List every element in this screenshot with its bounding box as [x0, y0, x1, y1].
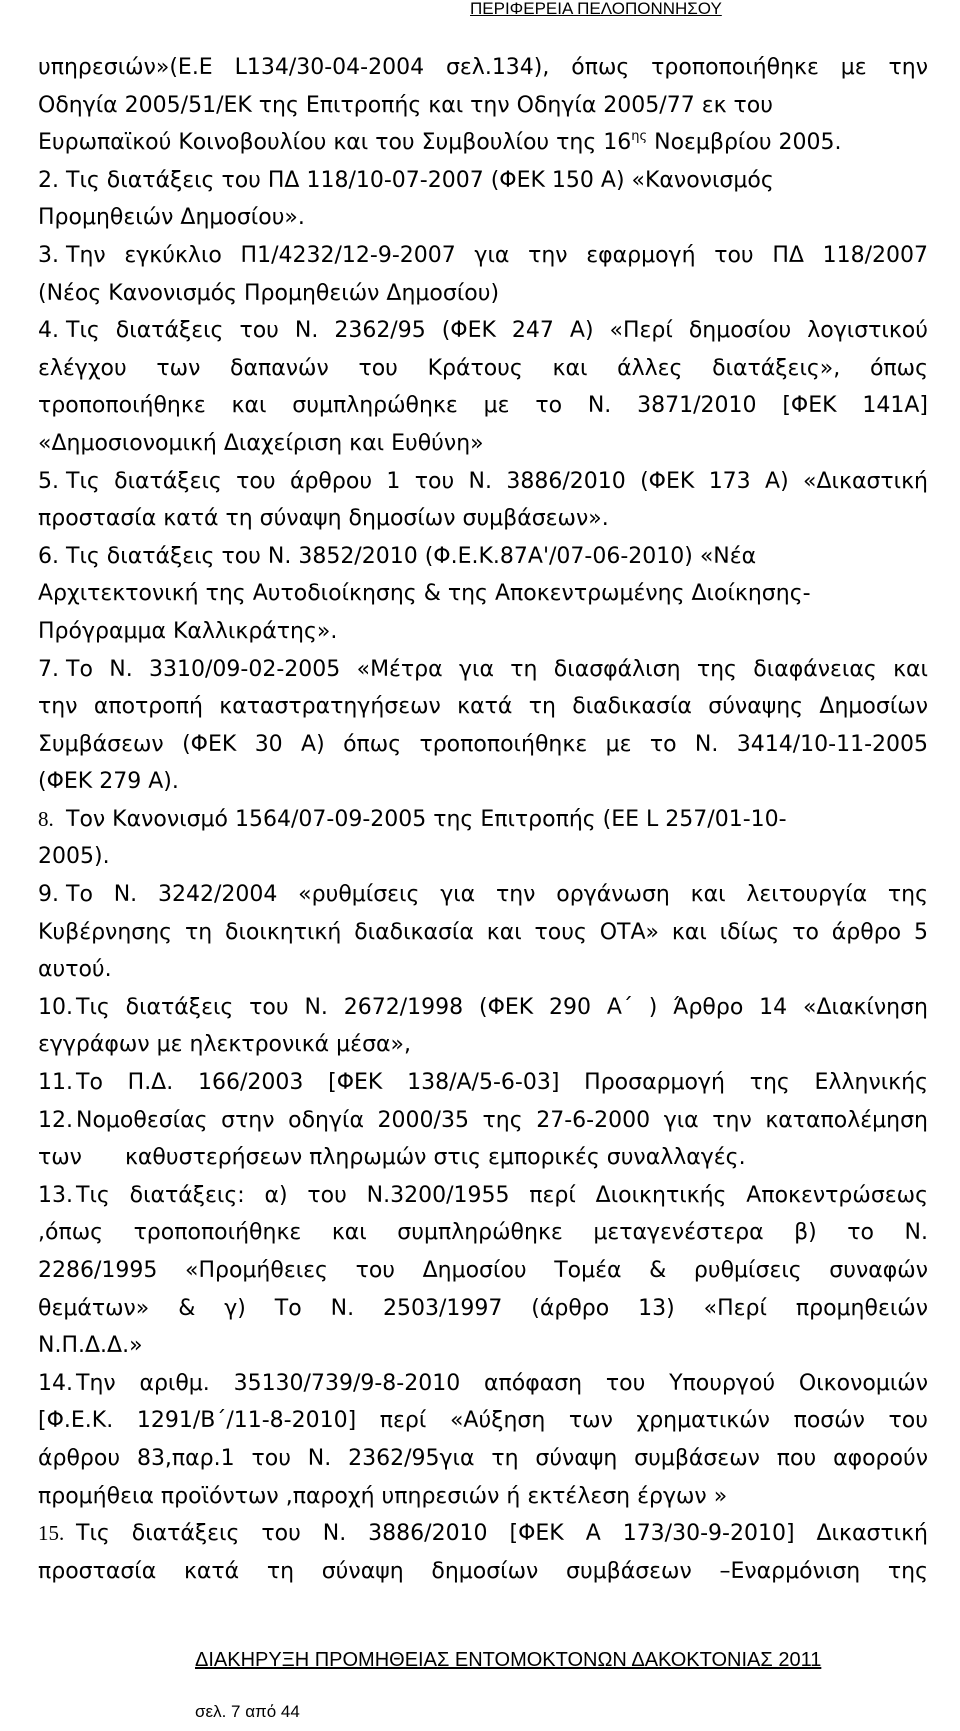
- list-item-9-line-2: [0, 914, 960, 952]
- list-item-7-line-2: [0, 688, 960, 726]
- list-item-6: [0, 538, 960, 576]
- line-text: θεμάτων» & γ) Το Ν. 2503/1997 (άρθρο 13) «Περί προμηθειών: [38, 1295, 928, 1321]
- list-item-13-line-3: [0, 1252, 960, 1290]
- list-item-13: [0, 1177, 960, 1215]
- item-number: 9.: [38, 882, 59, 908]
- list-item-14: [0, 1365, 960, 1403]
- item-number: 8.: [38, 806, 54, 831]
- list-item-10: [0, 989, 960, 1027]
- line-text: Κυβέρνησης τη διοικητική διαδικασία και τους ΟΤΑ» και ιδίως το άρθρο 5: [38, 919, 928, 945]
- list-item-15: [0, 1515, 960, 1553]
- intro-line-3: [0, 124, 960, 162]
- line-text: την αποτροπή καταστρατηγήσεων κατά τη διαδικασία σύναψης Δημοσίων: [38, 694, 928, 720]
- list-item-4-line-2: [0, 350, 960, 388]
- line-text: Τις διατάξεις του Ν. 2672/1998 (ΦΕΚ 290 Α΄ ) Άρθρο 14 «Διακίνηση: [76, 994, 928, 1020]
- line-text: προστασία κατά τη σύναψη δημοσίων συμβάσεων».: [38, 506, 609, 532]
- list-item-3-line-2: [0, 275, 960, 313]
- line-text: Τις διατάξεις του Ν. 2362/95 (ΦΕΚ 247 Α) «Περί δημοσίου λογιστικού: [66, 318, 928, 344]
- line-text: άρθρου 83,παρ.1 του Ν. 2362/95για τη σύναψη συμβάσεων που αφορούν: [38, 1445, 928, 1471]
- intro-line-2: [0, 87, 960, 125]
- line-text: Την εγκύκλιο Π1/4232/12-9-2007 για την εφαρμογή του ΠΔ 118/2007: [66, 242, 928, 268]
- item-number: 7.: [38, 656, 59, 682]
- page-number: σελ. 7 από 44: [195, 1702, 300, 1721]
- list-item-6-line-3: [0, 613, 960, 651]
- list-item-7-line-4: [0, 763, 960, 801]
- item-number: 10.: [38, 994, 73, 1020]
- line-text: αυτού.: [38, 957, 112, 983]
- line-text: ελέγχου των δαπανών του Κράτους και άλλες διατάξεις», όπως: [38, 355, 928, 381]
- line-text: προστασία κατά τη σύναψη δημοσίων συμβάσεων –Εναρμόνιση της: [38, 1558, 928, 1584]
- line-text: Ν.Π.Δ.Δ.»: [38, 1333, 143, 1359]
- item-number: 13.: [38, 1182, 73, 1208]
- line-text: προμήθεια προϊόντων ,παροχή υπηρεσιών ή εκτέλεση έργων »: [38, 1483, 728, 1509]
- line-text: Τις διατάξεις του ΠΔ 118/10-07-2007 (ΦΕΚ 150 Α) «Κανονισμός: [66, 167, 774, 193]
- list-item-4-line-3: [0, 387, 960, 425]
- list-item-9-line-3: [0, 951, 960, 989]
- list-item-15-line-2: [0, 1553, 960, 1591]
- line-text: των: [38, 1145, 82, 1171]
- line-text: Νοεμβρίου 2005.: [647, 130, 842, 156]
- ordinal-superscript: ης: [631, 129, 648, 145]
- item-number: 2.: [38, 167, 59, 193]
- item-number: 14.: [38, 1370, 73, 1396]
- line-text: Τις διατάξεις του άρθρου 1 του Ν. 3886/2010 (ΦΕΚ 173 Α) «Δικαστική: [66, 468, 928, 494]
- line-text: Τις διατάξεις του Ν. 3886/2010 [ΦΕΚ Α 173/30-9-2010] Δικαστική: [76, 1521, 928, 1547]
- item-number: 12.: [38, 1107, 73, 1133]
- list-item-13-line-5: [0, 1327, 960, 1365]
- list-item-14-line-3: [0, 1440, 960, 1478]
- list-item-7: [0, 651, 960, 689]
- list-item-12: [0, 1102, 960, 1140]
- list-item-14-line-2: [0, 1402, 960, 1440]
- page-header: [470, 0, 722, 18]
- line-text: 2286/1995 «Προμήθειες του Δημοσίου Τομέα & ρυθμίσεις συναφών: [38, 1258, 928, 1283]
- list-item-5-line-2: [0, 500, 960, 538]
- line-text: [Φ.Ε.Κ. 1291/Β΄/11-8-2010] περί «Αύξηση των χρηματικών ποσών του: [38, 1408, 928, 1434]
- line-text: Το Π.Δ. 166/2003 [ΦΕΚ 138/Α/5-6-03] Προσαρμογή της Ελληνικής: [76, 1070, 928, 1096]
- list-item-11: [0, 1064, 960, 1102]
- list-item-8-line-2: [0, 838, 960, 876]
- list-item-4-line-4: [0, 425, 960, 463]
- legal-references-list: [0, 49, 960, 1590]
- list-item-4: [0, 312, 960, 350]
- item-number: 4.: [38, 318, 59, 344]
- line-text: ,όπως τροποποιήθηκε και συμπληρώθηκε μεταγενέστερα β) το Ν.: [38, 1220, 928, 1246]
- line-text: Πρόγραμμα Καλλικράτης».: [38, 618, 338, 644]
- list-item-6-line-2: [0, 575, 960, 613]
- line-text: Τις διατάξεις του Ν. 3852/2010 (Φ.Ε.Κ.87Α'/07-06-2010) «Νέα: [66, 543, 757, 569]
- line-text: 2005).: [38, 844, 110, 870]
- line-text: εγγράφων με ηλεκτρονικά μέσα»,: [38, 1032, 411, 1058]
- item-number: 3.: [38, 242, 59, 268]
- item-number: 11.: [38, 1070, 73, 1096]
- list-item-9: [0, 876, 960, 914]
- list-item-13-line-4: [0, 1290, 960, 1328]
- list-item-14-line-4: [0, 1478, 960, 1516]
- line-text: (Νέος Κανονισμός Προμηθειών Δημοσίου): [38, 280, 500, 306]
- intro-line-1: [0, 49, 960, 87]
- line-text: Το Ν. 3242/2004 «ρυθμίσεις για την οργάνωση και λειτουργία της: [66, 882, 928, 908]
- line-text: «Δημοσιονομική Διαχείριση και Ευθύνη»: [38, 430, 484, 456]
- list-item-2-line-2: [0, 199, 960, 237]
- line-text: (ΦΕΚ 279 Α).: [38, 769, 179, 795]
- list-item-5: [0, 463, 960, 501]
- line-text: Συμβάσεων (ΦΕΚ 30 Α) όπως τροποποιήθηκε με το Ν. 3414/10-11-2005: [38, 731, 928, 757]
- list-item-12-line-2: [0, 1139, 960, 1177]
- item-number: 5.: [38, 468, 59, 494]
- line-text: Προμηθειών Δημοσίου».: [38, 205, 305, 231]
- line-text: Οδηγία 2005/51/ΕΚ της Επιτροπής και την Οδηγία 2005/77 εκ του: [38, 92, 773, 118]
- line-text: Αρχιτεκτονική της Αυτοδιοίκησης & της Αποκεντρωμένης Διοίκησης-: [38, 581, 811, 607]
- list-item-3: [0, 237, 960, 275]
- header-region-name: ΠΕΡΙΦΕΡΕΙΑ ΠΕΛΟΠΟΝΝΗΣΟΥ: [470, 0, 722, 18]
- item-number: 15.: [38, 1521, 65, 1546]
- line-text: Ευρωπαϊκού Κοινοβουλίου και του Συμβουλίου της 16: [38, 130, 632, 156]
- line-text: Νομοθεσίας στην οδηγία 2000/35 της 27-6-2000 για την καταπολέμηση: [76, 1107, 928, 1133]
- line-text: Τις διατάξεις: α) του Ν.3200/1955 περί Διοικητικής Αποκεντρώσεως: [76, 1182, 928, 1208]
- item-number: 6.: [38, 543, 59, 569]
- list-item-2: [0, 162, 960, 200]
- footer-document-title: ΔΙΑΚΗΡΥΞΗ ΠΡΟΜΗΘΕΙΑΣ ΕΝΤΟΜΟΚΤΟΝΩΝ ΔΑΚΟΚΤΟΝΙΑΣ 2011: [195, 1649, 822, 1671]
- line-text: τροποποιήθηκε και συμπληρώθηκε με το Ν. 3871/2010 [ΦΕΚ 141Α]: [38, 393, 928, 419]
- list-item-10-line-2: [0, 1026, 960, 1064]
- list-item-13-line-2: [0, 1214, 960, 1252]
- list-item-8: [0, 801, 960, 839]
- list-item-7-line-3: [0, 726, 960, 764]
- line-text: Το Ν. 3310/09-02-2005 «Μέτρα για τη διασφάλιση της διαφάνειας και: [66, 656, 928, 682]
- line-text: Την αριθμ. 35130/739/9-8-2010 απόφαση του Υπουργού Οικονομιών: [76, 1370, 928, 1396]
- line-text: υπηρεσιών»(Ε.Ε L134/30-04-2004 σελ.134), όπως τροποποιήθηκε με την: [38, 55, 928, 80]
- line-text: καθυστερήσεων πληρωμών στις εμπορικές συναλλαγές.: [124, 1145, 746, 1171]
- line-text: Τον Κανονισμό 1564/07-09-2005 της Επιτροπής (ΕΕ L 257/01-10-: [66, 806, 787, 832]
